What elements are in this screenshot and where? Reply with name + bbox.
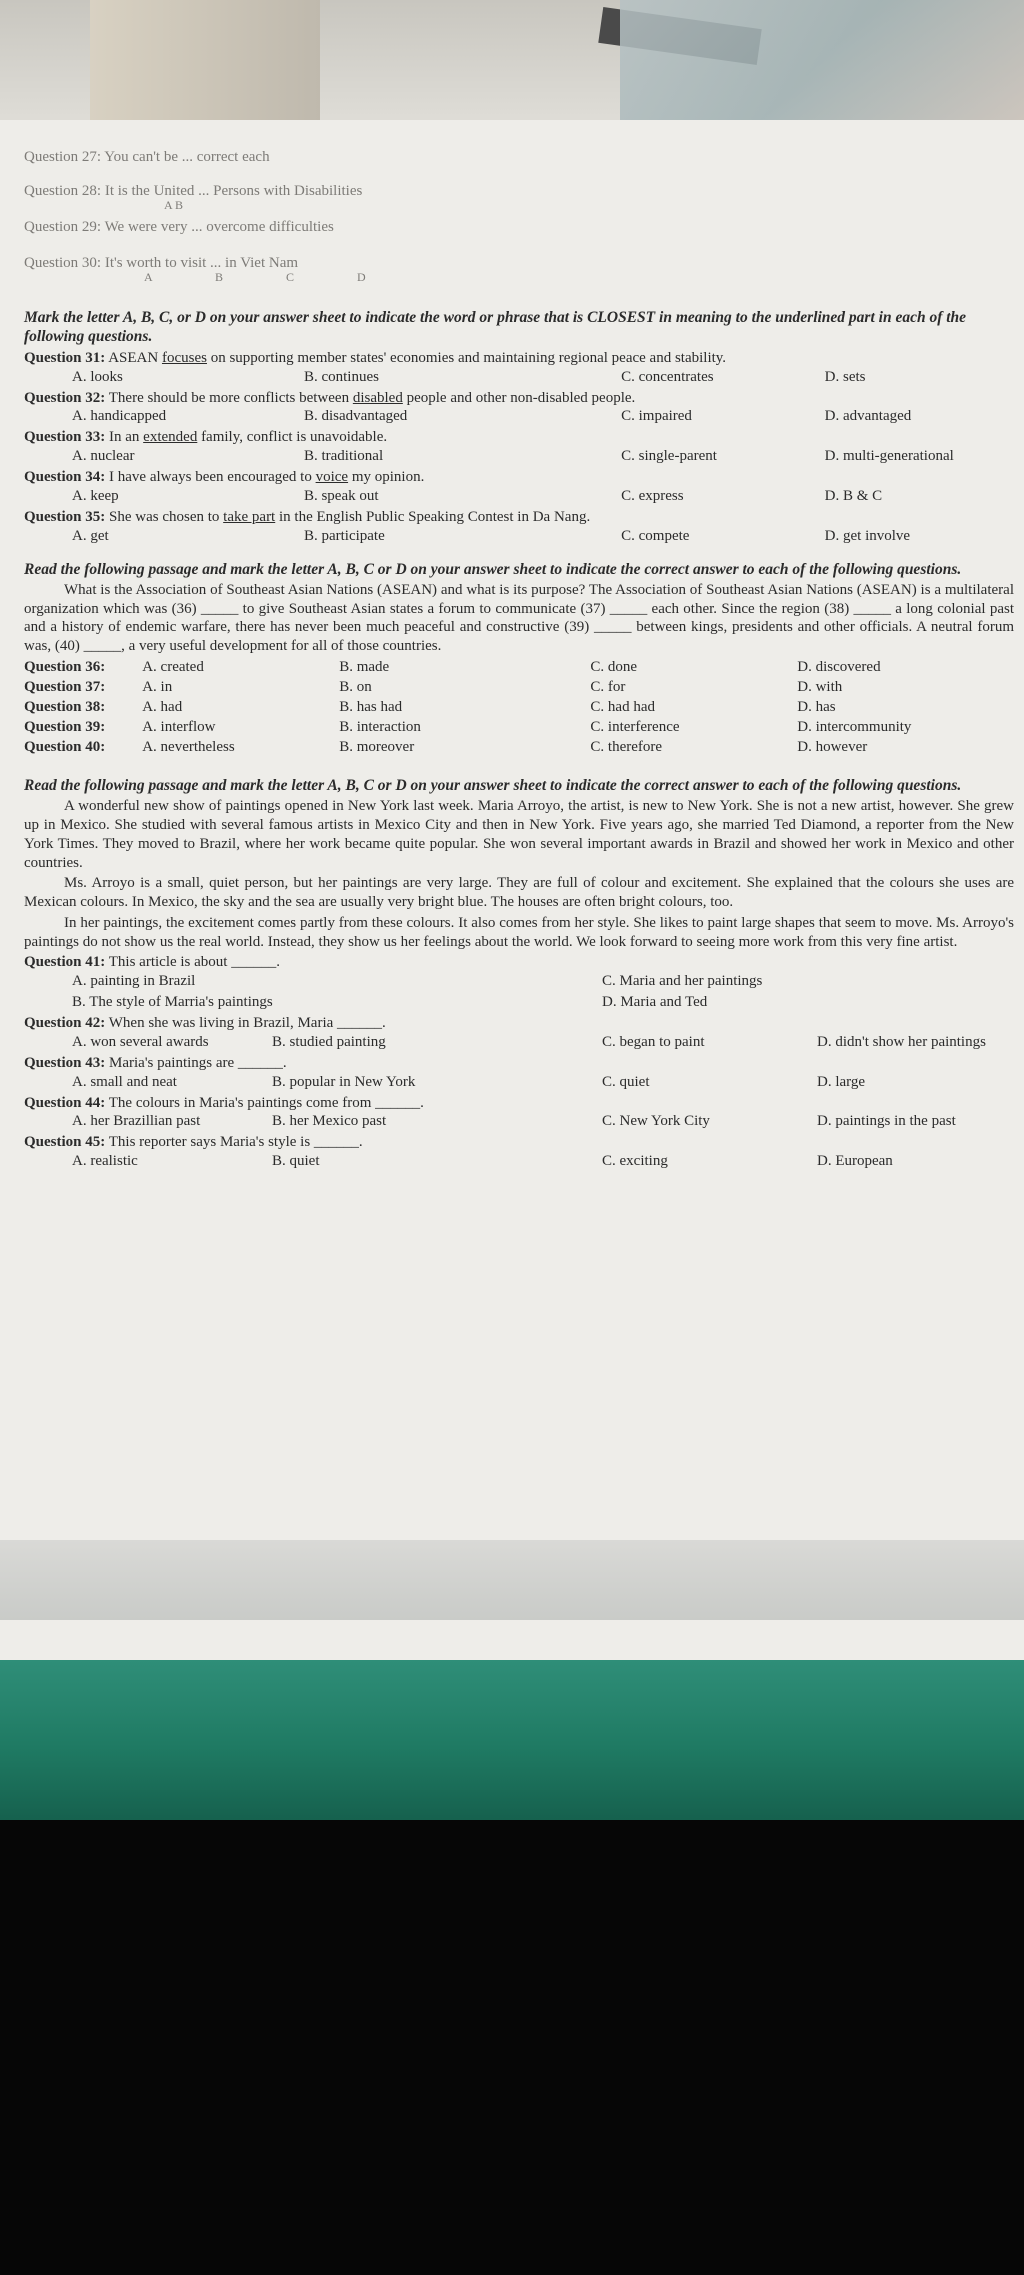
section-instruction: Read the following passage and mark the letter A, B, C or D on your answer sheet to indicate the correct answer to each of the following questions. xyxy=(24,776,962,794)
question-text: It's worth to visit ... in Viet Nam xyxy=(104,255,299,271)
option-b: B. her Mexico past xyxy=(272,1113,387,1130)
option-d: D. didn't show her paintings xyxy=(817,1033,986,1050)
question-text: You can't be ... correct each xyxy=(104,149,270,165)
underlined-word: take part xyxy=(223,508,276,525)
question-text-after: in the English Public Speaking Contest in Da Nang. xyxy=(278,508,591,525)
question-label: Question 36: xyxy=(24,658,106,675)
options xyxy=(24,993,1014,1014)
synonym-section xyxy=(24,308,1014,548)
option-letters: A B xyxy=(164,198,184,212)
question-32 xyxy=(24,389,1014,429)
question-label: Question 38: xyxy=(24,698,106,715)
options xyxy=(24,487,1014,508)
options xyxy=(24,1152,1014,1173)
option-c: C. Maria and her paintings xyxy=(602,973,763,989)
options xyxy=(24,1033,1014,1054)
option-letters: A B C D xyxy=(144,270,366,284)
question-text-before: There should be more conflicts between xyxy=(108,389,350,406)
option-b: B. quiet xyxy=(272,1153,320,1169)
option-c: C. express xyxy=(621,487,684,504)
option-a: A. painting in Brazil xyxy=(72,973,196,989)
option-a: A. looks xyxy=(72,368,123,385)
option-d: D. however xyxy=(797,738,868,755)
question-label: Question 45: xyxy=(24,1134,106,1151)
option-c: C. done xyxy=(590,658,638,675)
option-b: B. popular in New York xyxy=(272,1073,416,1090)
faded-questions xyxy=(24,148,1014,284)
question-stem: Maria's paintings are ______. xyxy=(109,1054,287,1071)
question-44 xyxy=(24,1094,1014,1134)
option-a: A. keep xyxy=(72,487,119,504)
options xyxy=(24,368,1014,389)
option-a: A. interflow xyxy=(142,718,216,735)
underlined-word: focuses xyxy=(161,349,207,366)
question-text-before: ASEAN xyxy=(108,349,159,366)
option-b: B. participate xyxy=(303,527,385,544)
question-45 xyxy=(24,1133,1014,1173)
option-a: A. in xyxy=(142,678,173,695)
option-c: C. therefore xyxy=(590,738,663,755)
option-d: D. paintings in the past xyxy=(817,1113,956,1130)
question-text: It is the United ... Persons with Disabilities xyxy=(104,183,363,199)
option-d: D. advantaged xyxy=(824,408,912,425)
options xyxy=(24,447,1014,468)
question-label: Question 44: xyxy=(24,1094,106,1111)
option-a: A. won several awards xyxy=(72,1033,209,1050)
question-36 xyxy=(24,658,1014,678)
paper-edge xyxy=(0,1540,1024,1620)
option-c: C. quiet xyxy=(602,1073,650,1090)
question-label: Question 41: xyxy=(24,954,106,971)
question-text: We were very ... overcome difficulties xyxy=(104,219,334,235)
question-label: Question 34: xyxy=(24,469,106,485)
underlined-word: extended xyxy=(143,429,198,446)
question-stem: The colours in Maria's paintings come from ______. xyxy=(108,1094,424,1111)
option-a: A. nuclear xyxy=(72,448,135,464)
option-d: D. discovered xyxy=(797,658,881,675)
question-label: Question 35: xyxy=(24,508,106,525)
reading-section xyxy=(24,776,1014,1173)
question-label: Question 29: xyxy=(24,219,102,235)
option-c: C. for xyxy=(590,678,626,695)
question-35 xyxy=(24,508,1014,548)
question-stem: When she was living in Brazil, Maria ______. xyxy=(108,1015,386,1031)
option-d: D. European xyxy=(817,1153,893,1169)
option-c: C. began to paint xyxy=(602,1033,705,1050)
option-b: B. interaction xyxy=(339,718,421,735)
option-d: D. multi-generational xyxy=(824,448,954,464)
question-30 xyxy=(24,254,1014,284)
question-text-after: family, conflict is unavoidable. xyxy=(201,429,388,446)
option-b: B. on xyxy=(339,678,372,695)
passage-paragraph-3: In her paintings, the excitement comes partly from these colours. It also comes from her style. She likes to paint large shapes that seem to move. Ms. Arroyo's paintings do not show us the real world. Instead, they show us her feelings about the world. We look forward to seeing more work from this very fine artist. xyxy=(24,914,1014,950)
option-b: B. traditional xyxy=(303,448,384,464)
question-label: Question 40: xyxy=(24,738,106,755)
option-d: D. with xyxy=(797,678,843,695)
option-d: D. Maria and Ted xyxy=(602,994,708,1010)
question-41 xyxy=(24,953,1014,1014)
cloze-section xyxy=(24,560,1014,758)
option-a: A. created xyxy=(142,658,204,675)
option-a: A. nevertheless xyxy=(142,738,235,755)
option-b: B. moreover xyxy=(339,738,415,755)
option-c: C. impaired xyxy=(621,408,692,425)
underlined-word: disabled xyxy=(352,389,403,406)
background-cards xyxy=(90,0,320,120)
option-d: D. get involve xyxy=(824,527,911,544)
option-a: A. handicapped xyxy=(72,408,167,425)
option-b: B. studied painting xyxy=(272,1033,386,1050)
question-stem: This reporter says Maria's style is ______. xyxy=(108,1134,363,1151)
question-text-after: people and other non-disabled people. xyxy=(406,389,636,406)
option-c: C. New York City xyxy=(602,1113,710,1130)
question-label: Question 27: xyxy=(24,149,102,165)
cloze-passage: What is the Association of Southeast Asian Nations (ASEAN) and what is its purpose? The Association of Southeast Asian Nations (ASEAN) is a multilateral organization which was (36) _____ to give Southeast Asian states a forum to communicate (37) _____ each other. Since the region (38) _____ a long colonial past and a history of endemic warfare, there has never been much peaceful and constructive (39) _____ between kings, presidents and other officials. A neutral forum was, (40) _____, a very useful development for all of those countries. xyxy=(24,581,1014,655)
options xyxy=(24,407,1014,428)
section-instruction: Read the following passage and mark the letter A, B, C or D on your answer sheet to indicate the correct answer to each of the following questions. xyxy=(24,560,962,578)
underlined-word: voice xyxy=(315,469,349,485)
option-c: C. concentrates xyxy=(621,368,714,385)
question-29 xyxy=(24,218,1014,240)
option-c: C. compete xyxy=(621,527,690,544)
background-wrapper xyxy=(620,0,1024,120)
question-27 xyxy=(24,148,1014,170)
question-text-before: In an xyxy=(109,429,140,446)
option-d: D. sets xyxy=(824,368,866,385)
options xyxy=(24,1112,1014,1133)
option-b: B. made xyxy=(339,658,390,675)
option-c: C. interference xyxy=(590,718,680,735)
question-label: Question 31: xyxy=(24,349,106,366)
option-d: D. B & C xyxy=(824,487,883,504)
question-28 xyxy=(24,182,1014,212)
option-c: C. exciting xyxy=(602,1153,668,1169)
question-label: Question 42: xyxy=(24,1015,106,1031)
passage-paragraph-2: Ms. Arroyo is a small, quiet person, but her paintings are very large. They are full of colour and excitement. She explained that the colours she uses are Mexican colours. In Mexico, the sky and the sea are usually very bright blue. The houses are often bright colours, too. xyxy=(24,875,1014,910)
section-instruction: Mark the letter A, B, C, or D on your answer sheet to indicate the word or phrase that is CLOSEST in meaning to the underlined part in each of the following questions. xyxy=(24,309,967,346)
option-a: A. her Brazillian past xyxy=(72,1113,201,1130)
exam-content xyxy=(24,140,1014,1173)
green-surface xyxy=(0,1660,1024,1820)
option-a: A. get xyxy=(72,527,109,544)
option-b: B. continues xyxy=(303,368,379,385)
question-label: Question 33: xyxy=(24,429,106,446)
option-b: B. The style of Marria's paintings xyxy=(72,994,273,1010)
option-d: D. has xyxy=(797,698,836,715)
option-b: B. disadvantaged xyxy=(303,408,408,425)
question-label: Question 43: xyxy=(24,1054,106,1071)
option-b: B. has had xyxy=(339,698,403,715)
question-text-after: on supporting member states' economies and maintaining regional peace and stability. xyxy=(210,349,727,366)
question-label: Question 32: xyxy=(24,389,106,406)
question-label: Question 39: xyxy=(24,718,106,735)
question-text-before: She was chosen to xyxy=(109,508,220,525)
dark-floor xyxy=(0,1820,1024,2275)
option-b: B. speak out xyxy=(303,487,379,504)
option-a: A. small and neat xyxy=(72,1073,177,1090)
question-33 xyxy=(24,428,1014,468)
option-d: D. intercommunity xyxy=(797,718,912,735)
question-43 xyxy=(24,1054,1014,1094)
question-label: Question 37: xyxy=(24,678,106,695)
options xyxy=(24,972,1014,993)
options xyxy=(24,1073,1014,1094)
question-31 xyxy=(24,349,1014,389)
option-a: A. had xyxy=(142,698,183,715)
passage-paragraph-1: A wonderful new show of paintings opened in New York last week. Maria Arroyo, the artist, is new to New York. She is not a new artist, however. She grew up in Mexico. She studied with several famous artists in Mexico City and then in New York. Five years ago, she married Ted Diamond, a reporter from the New York Times. They moved to Brazil, where her work became quite popular. She won several important awards in Brazil and showed her work in Mexico and other countries. xyxy=(24,798,1014,871)
question-40 xyxy=(24,738,1014,758)
question-39 xyxy=(24,718,1014,738)
question-37 xyxy=(24,678,1014,698)
option-a: A. realistic xyxy=(72,1153,138,1169)
option-c: C. had had xyxy=(590,698,655,715)
question-stem: This article is about ______. xyxy=(108,954,280,971)
question-label: Question 30: xyxy=(24,255,102,271)
question-text-before: I have always been encouraged to xyxy=(109,469,312,485)
question-label: Question 28: xyxy=(24,183,102,199)
option-c: C. single-parent xyxy=(621,448,717,464)
question-38 xyxy=(24,698,1014,718)
question-42 xyxy=(24,1014,1014,1054)
question-text-after: my opinion. xyxy=(351,469,425,485)
question-34 xyxy=(24,468,1014,508)
option-d: D. large xyxy=(817,1073,866,1090)
options xyxy=(24,527,1014,548)
